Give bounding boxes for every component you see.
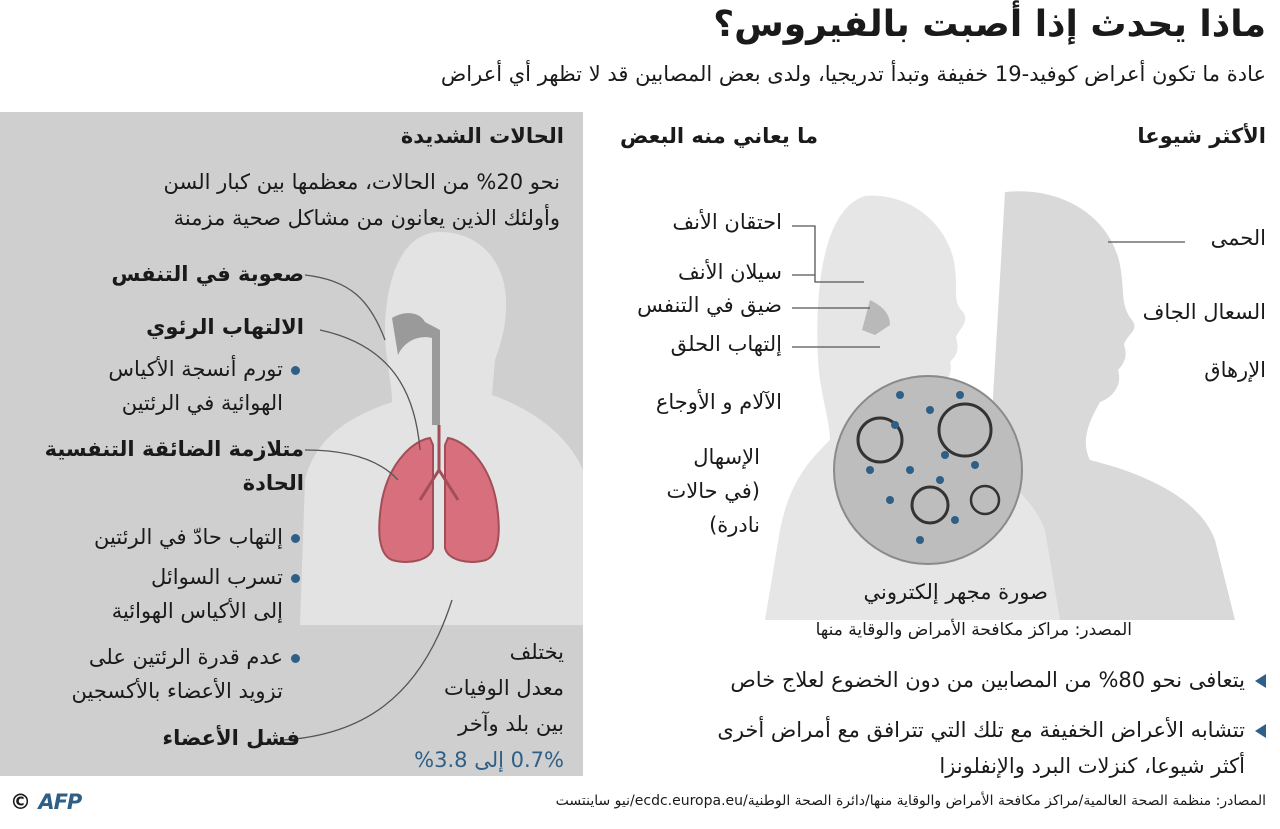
microscope-caption: صورة مجهر إلكتروني [863,580,1048,604]
copyright-symbol: © [10,790,31,814]
symptom-shortness-of-breath: ضيق في التنفس [637,293,782,317]
page-title: ماذا يحدث إذا أصبت بالفيروس؟ [713,4,1266,45]
bullet-dot [291,574,300,583]
most-common-heading: الأكثر شيوعا [1137,124,1266,148]
ards-detail-inflammation: إلتهاب حادّ في الرئتين [94,520,300,554]
page-subtitle: عادة ما تكون أعراض كوفيد-19 خفيفة وتبدأ تدريجيا، ولدى بعض المصابين قد لا تظهر أي أعراض [440,62,1266,86]
symptom-fever: الحمى [1210,226,1266,250]
note-arrow-icon [1255,724,1266,738]
symptom-aches-pains: الآلام و الأوجاع [655,390,782,414]
severe-breathing-difficulty: صعوبة في التنفس [111,262,304,286]
severe-description: نحو 20% من الحالات، معظمها بين كبار السن وأولئك الذين يعانون من مشاكل صحية مزمنة [163,170,560,230]
microscope-image [834,376,1022,564]
note-similarity: تتشابه الأعراض الخفيفة مع تلك التي تترافق مع أمراض أخرى أكثر شيوعا، كنزلات البرد والإنفلونزا [717,712,1266,784]
bullet-dot [291,366,300,375]
pneumonia-detail: تورم أنسجة الأكياس الهوائية في الرئتين [108,352,300,420]
note-arrow-icon [1255,674,1266,688]
bullet-dot [291,534,300,543]
afp-credit [10,790,81,814]
symptom-fatigue: الإرهاق [1204,358,1266,382]
severe-organ-failure: فشل الأعضاء [162,726,300,750]
bullet-dot [291,654,300,663]
body-silhouette [300,232,583,625]
symptom-sore-throat: إلتهاب الحلق [670,332,782,356]
mortality-info: يختلف معدل الوفيات بين بلد وآخر 0.7% إلى 3.8% [414,640,564,772]
some-heading: ما يعاني منه البعض [619,124,818,148]
severe-ards: متلازمة الضائقة التنفسية الحادة [44,437,304,495]
footer-sources: المصادر: منظمة الصحة العالمية/مراكز مكافحة الأمراض والوقاية منها/دائرة الصحة الوطنية/ecdc.europa.eu/نيو ساينتست [555,793,1266,809]
ards-detail-fluid: تسرب السوائل إلى الأكياس الهوائية [112,560,300,628]
afp-logo: AFP [38,790,82,814]
note-recovery: يتعافى نحو 80% من المصابين من دون الخضوع لعلاج خاص [730,668,1266,692]
symptom-nasal-congestion: احتقان الأنف [672,210,782,234]
symptom-dry-cough: السعال الجاف [1142,300,1266,324]
symptom-diarrhea: الإسهال (في حالات نادرة) [666,445,760,537]
microscope-source: المصدر: مراكز مكافحة الأمراض والوقاية منها [815,620,1132,640]
severe-pneumonia: الالتهاب الرئوي [146,315,304,339]
severe-heading: الحالات الشديدة [400,124,564,148]
ards-detail-oxygen: عدم قدرة الرئتين على تزويد الأعضاء بالأكسجين [72,640,300,708]
symptom-runny-nose: سيلان الأنف [678,260,782,284]
